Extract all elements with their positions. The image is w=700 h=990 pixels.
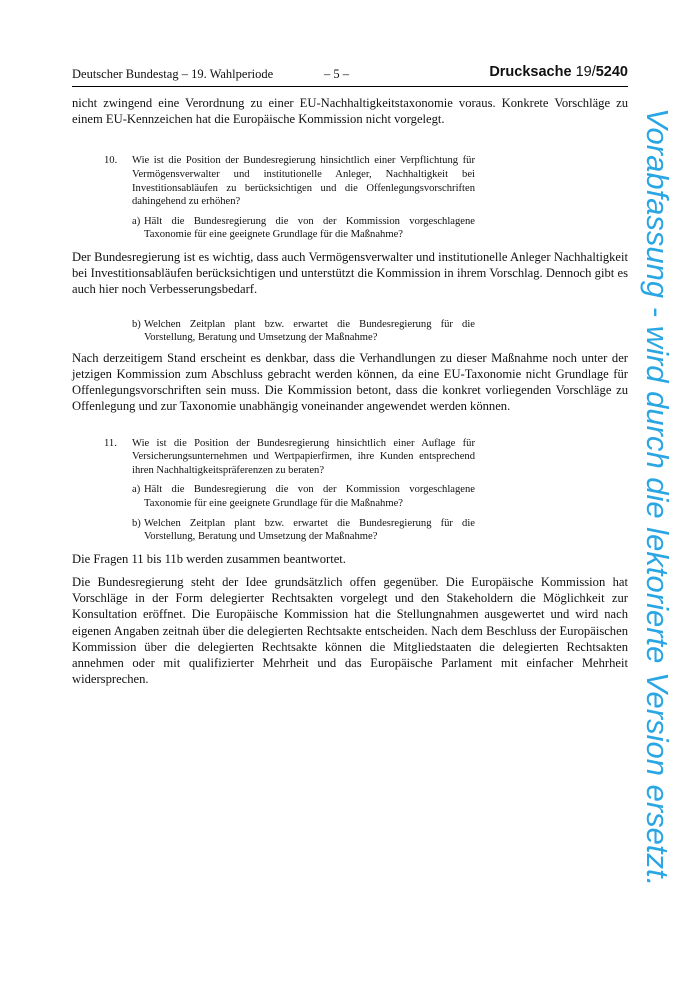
answer-paragraph: Der Bundesregierung ist es wichtig, dass auch Vermögensverwalter und institutionelle Anleger Nachhaltigkeit bei Investitionsabläufen berücksichtigen und unterstützt die Kommission in ihrem Vorschlag. Dennoch gibt es auch hier noch Verbesserungsbedarf. bbox=[72, 249, 628, 297]
subquestion-text: Hält die Bundesregierung die von der Kommission vorgeschlagene Taxonomie für eine geeignete Grundlage für die Maßnahme? bbox=[144, 484, 475, 509]
question-10a bbox=[132, 215, 475, 242]
subquestion-label: b) bbox=[132, 318, 141, 330]
page-number: – 5 – bbox=[324, 67, 349, 81]
subquestion-text: Welchen Zeitplan plant bzw. erwartet die Bundesregierung für die Vorstellung, Beratung und Umsetzung der Maßnahme? bbox=[144, 517, 475, 543]
document-number bbox=[489, 64, 628, 80]
question-number: 11. bbox=[104, 437, 117, 449]
document-number-prefix: 19/ bbox=[575, 64, 596, 80]
subquestion-text: Welchen Zeitplan plant bzw. erwartet die Bundesregierung für die Vorstellung, Beratung und Umsetzung der Maßnahme? bbox=[144, 318, 475, 344]
answer-intro: Die Fragen 11 bis 11b werden zusammen beantwortet. bbox=[72, 551, 346, 566]
document-number-bold: 5240 bbox=[595, 64, 628, 80]
answer-paragraph: Die Bundesregierung steht der Idee grundsätzlich offen gegenüber. Die Europäische Kommission hat Vorschläge in der Form delegierter Rechtsakten vorgelegt und den Stakeholdern die Möglichkeit zur Konsultation eröffnet. Die Europäische Kommission hat die Stellungnahmen ausgewertet und wird nach eigenen Angaben zeitnah über die delegierten Rechtsakte entscheiden. Nach dem Beschluss der Europäischen Kommission über die delegierten Rechtsakte können die Mitgliedstaaten die delegierten Rechtsakten annehmen oder mit qualifizierter Mehrheit und das Europäische Parlament mit einfacher Mehrheit widersprechen. bbox=[72, 574, 628, 687]
question-11a bbox=[132, 483, 475, 510]
question-11b bbox=[132, 517, 475, 544]
draft-watermark: Vorabfassung - wird durch die lektorierte Version ersetzt. bbox=[640, 108, 675, 887]
question-text: Wie ist die Position der Bundesregierung hinsichtlich einer Auflage für Versicherungsunternehmen und Wertpapierfirmen, ihre Kunden entsprechend ihren Nachhaltigkeitspräferenzen zu beraten? bbox=[132, 437, 475, 476]
question-number: 10. bbox=[104, 155, 118, 167]
answer-paragraph: Nach derzeitigem Stand erscheint es denkbar, dass die Verhandlungen zu dieser Maßnahme noch unter der jetzigen Kommission zum Abschluss gebracht werden können, da eine EU-Taxonomie nicht Grundlage für Offenlegungsvorschriften sein muss. Die Kommission betont, dass die konkret vorliegenden Vorschläge zu Offenlegung und zur Taxonomie unabhängig voneinander angewendet werden können. bbox=[72, 350, 628, 414]
subquestion-label: a) bbox=[132, 215, 141, 227]
page-header bbox=[72, 64, 628, 87]
question-10 bbox=[104, 154, 475, 208]
subquestion-label: a) bbox=[132, 484, 141, 496]
subquestion-label: b) bbox=[132, 517, 141, 529]
answer-paragraph: nicht zwingend eine Verordnung zu einer EU-Nachhaltigkeitstaxonomie voraus. Konkrete Vorschläge zu einem EU-Kennzeichen hat die Europäische Kommission nicht vorgelegt. bbox=[72, 96, 628, 127]
question-text: Wie ist die Position der Bundesregierung hinsichtlich einer Verpflichtung für Vermögensverwalter und institutionelle Anleger, Nachhaltigkeit bei Investitionsabläufen zu berücksichtigen und die Offenlegungsvorschriften dahingehend zu erhöhen? bbox=[132, 155, 475, 208]
document-label: Drucksache bbox=[489, 64, 572, 80]
subquestion-text: Hält die Bundesregierung die von der Kommission vorgeschlagene Taxonomie für eine geeignete Grundlage für die Maßnahme? bbox=[144, 215, 475, 241]
question-11 bbox=[104, 437, 475, 478]
question-10b bbox=[132, 318, 475, 345]
page-body bbox=[72, 95, 628, 687]
header-publication: Deutscher Bundestag – 19. Wahlperiode bbox=[72, 67, 274, 81]
